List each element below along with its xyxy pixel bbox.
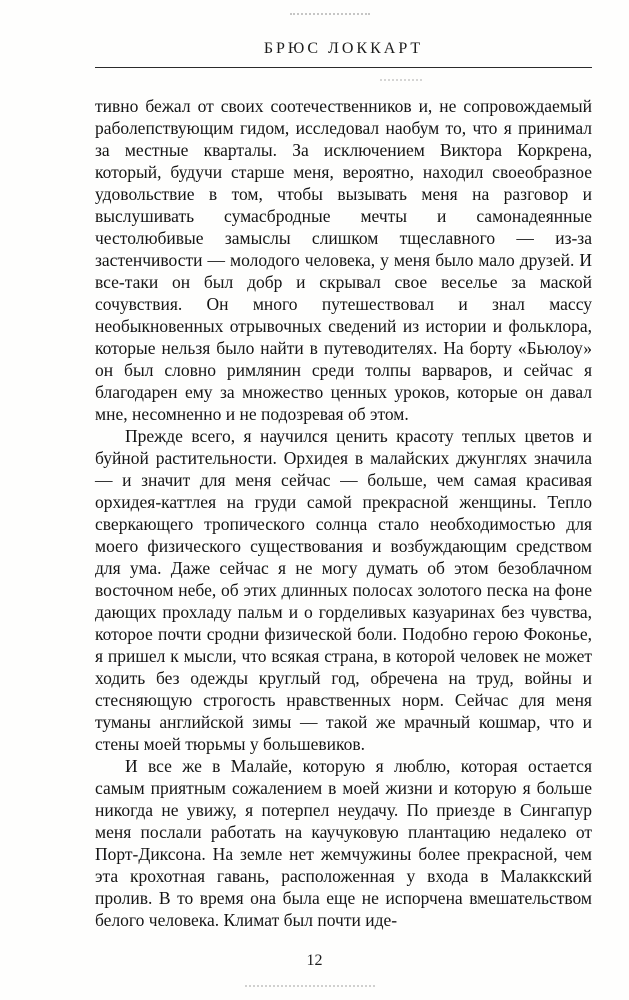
running-header: БРЮС ЛОККАРТ <box>263 40 424 57</box>
page-number: 12 <box>306 952 323 969</box>
paragraph: Прежде всего, я научился ценить красоту теплых цветов и буйной растительности. Орхидея в малайских джунглях значила — и значит для меня сейчас — больше, чем самая красивая орхидея-каттлея на груди самой прекрасной женщины. Тепло сверкающего тропического солнца стало необходимостью для моего физического существования и возбуждающим средством для ума. Даже сейчас я не могу думать об этом безоблачном восточном небе, об этих длинных полосах золотого песка на фоне дающих прохладу пальм и о горделивых казуаринах без чувства, которое почти сродни физической боли. Подобно герою Фоконье, я пришел к мысли, что всякая страна, в которой человек не может ходить без одежды круглый год, обречена на труд, войны и стесняющую строгость нравственных норм. Сейчас для меня туманы английской зимы — такой же мрачный кошмар, что и стены моей тюрьмы у большевиков. <box>95 426 592 754</box>
paragraph: И все же в Малайе, которую я люблю, которая остается самым приятным сожалением в моей жизни и которую я больше никогда не увижу, я потерпел неудачу. По приезде в Сингапур меня послали работать на каучуковую плантацию недалеко от Порт-Диксона. На земле нет жемчужины более прекрасной, чем эта крохотная гавань, расположенная у входа в Малаккский пролив. В то время она была еще не испорчена вмешательством белого человека. Климат был почти иде- <box>95 756 592 930</box>
header-rule <box>95 67 592 68</box>
page-header <box>95 40 592 76</box>
body-text <box>95 95 592 931</box>
scan-artifact <box>245 985 375 987</box>
page-footer <box>0 952 629 970</box>
scan-artifact <box>380 79 422 81</box>
scan-artifact <box>290 13 370 15</box>
paragraph: тивно бежал от своих соотечественников и, не сопровождаемый раболепствующим гидом, исследовал наобум то, что я принимал за местные кварталы. За исключением Виктора Коркрена, который, будучи старше меня, вероятно, находил своеобразное удовольствие в том, чтобы вызывать меня на разговор и выслушивать сумасбродные мечты и самонадеянные честолюбивые замыслы слишком тщеславного — из-за застенчивости — молодого человека, у меня было мало друзей. И все-таки он был добр и скрывал свое веселье за маской сочувствия. Он много путешествовал и знал массу необыкновенных отрывочных сведений из истории и фольклора, которые нельзя было найти в путеводителях. На борту «Бьюлоу» он был словно римлянин среди толпы варваров, и сейчас я благодарен ему за множество ценных уроков, которые он давал мне, несомненно и не подозревая об этом. <box>95 96 592 424</box>
